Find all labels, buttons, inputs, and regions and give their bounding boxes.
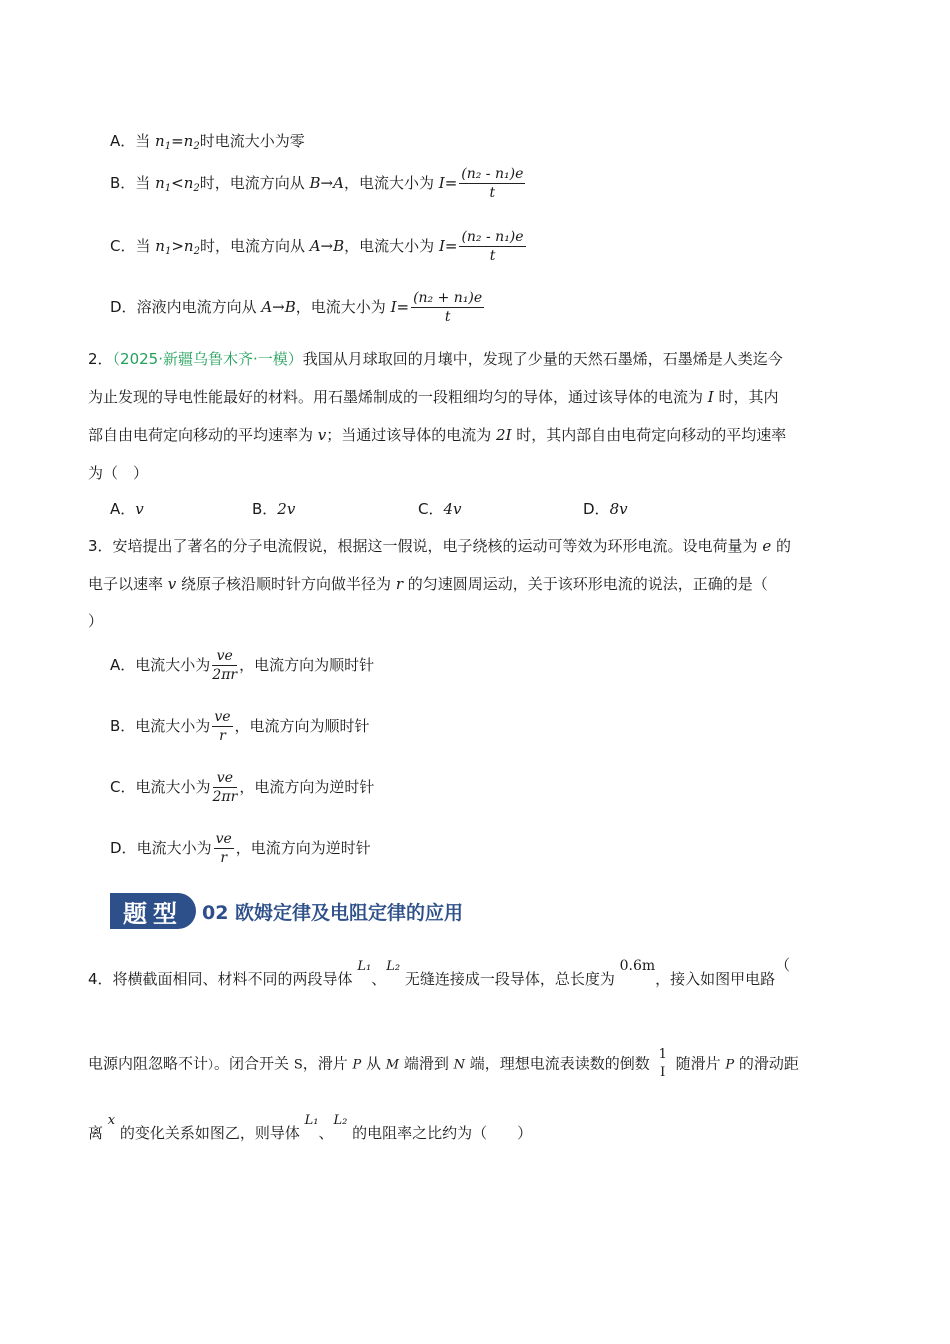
fraction: $\frac{ve}{2\pi r}$: [212, 770, 238, 805]
q2-line-4: 为（ ）: [88, 464, 149, 482]
q4-line-1: 4．将横截面相同、材料不同的两段导体 L₁、L₂ 无缝连接成一段导体，总长度为 0.6m，接入如图甲电路（: [88, 956, 791, 988]
fraction: $\frac{\text{(n₂ + n₁)e}}{t}$: [413, 290, 483, 325]
q2-option-b: B．2v: [252, 500, 296, 518]
fraction: $\frac{\text{(n₂ - n₁)e}}{t}$: [461, 229, 524, 264]
q2-option-c: C．4v: [418, 500, 462, 518]
fraction: $\frac{ve}{r}$: [215, 831, 232, 866]
q3-line-2: 电子以速率 v 绕原子核沿顺时针方向做半径为 r 的匀速圆周运动，关于该环形电流的说法，正确的是（: [88, 575, 768, 593]
fraction: $\frac{\text{(n₂ - n₁)e}}{t}$: [461, 166, 524, 201]
q3-option-d: D．电流大小为 $\frac{ve}{r}$ ，电流方向为逆时针: [110, 831, 371, 866]
q2-line-1: 2．（2025·新疆乌鲁木齐·一模）我国从月球取回的月壤中，发现了少量的天然石墨烯，石墨烯是人类迄今: [88, 350, 783, 368]
inverse-current-fraction: 1 I: [658, 1047, 667, 1080]
q3-option-c: C．电流大小为 $\frac{ve}{2\pi r}$ ，电流方向为逆时针: [110, 770, 375, 805]
q3-line-1: 3．安培提出了著名的分子电流假说，根据这一假说，电子绕核的运动可等效为环形电流。设电荷量为 e 的: [88, 537, 791, 555]
q2-option-a: A．v: [110, 500, 144, 518]
fraction: $\frac{ve}{r}$: [214, 709, 231, 744]
q2-line-2: 为止发现的导电性能最好的材料。用石墨烯制成的一段粗细均匀的导体，通过该导体的电流为 I 时，其内: [88, 388, 779, 406]
section-banner: [110, 893, 463, 929]
section-title: 02 欧姆定律及电阻定律的应用: [202, 901, 464, 924]
q1-option-b: B．当 $n_1<n_2$时，电流方向从 B→A，电流大小为 I= $\frac{\text{(n₂ - n₁)e}}{t}$: [110, 166, 524, 201]
q1-option-d: D．溶液内电流方向从 A→B，电流大小为 I= $\frac{\text{(n₂ + n₁)e}}{t}$: [110, 290, 483, 325]
question-source: （2025·新疆乌鲁木齐·一模）: [112, 350, 303, 368]
q4-line-2: 电源内阻忽略不计）。闭合开关 S，滑片 P 从 M 端滑到 N 端，理想电流表读数的倒数 1 I 随滑片 P 的滑动距: [88, 1047, 799, 1080]
q1-option-a: A．当 $n_1=n_2$时电流大小为零: [110, 132, 305, 152]
q2-line-3: 部自由电荷定向移动的平均速率为 v；当通过该导体的电流为 2I 时，其内部自由电荷定向移动的平均速率: [88, 426, 787, 444]
q4-line-3: 离 x 的变化关系如图乙，则导体 L₁、L₂ 的电阻率之比约为（ ）: [88, 1113, 533, 1142]
fraction: $\frac{ve}{2\pi r}$: [212, 648, 238, 683]
q3-option-a: A．电流大小为 $\frac{ve}{2\pi r}$ ，电流方向为顺时针: [110, 648, 375, 683]
q3-option-b: B．电流大小为 $\frac{ve}{r}$ ，电流方向为顺时针: [110, 709, 370, 744]
section-badge: 题型: [110, 893, 196, 929]
q2-option-d: D．8v: [583, 500, 628, 518]
q1-option-c: C．当 $n_1>n_2$时，电流方向从 A→B，电流大小为 I= $\frac{\text{(n₂ - n₁)e}}{t}$: [110, 229, 524, 264]
q3-line-3: ）: [88, 612, 104, 630]
